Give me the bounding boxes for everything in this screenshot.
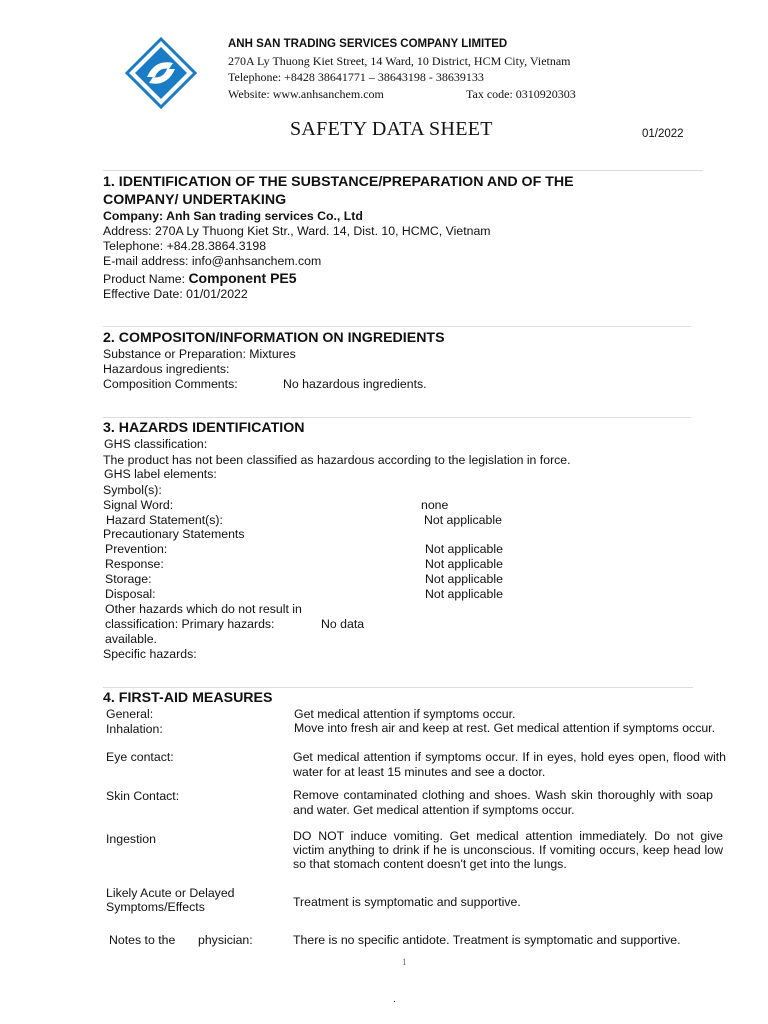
company-website: Website: www.anhsanchem.com bbox=[228, 87, 384, 101]
section1-heading: 1. IDENTIFICATION OF THE SUBSTANCE/PREPARATION AND OF THE bbox=[103, 174, 574, 190]
document-title: SAFETY DATA SHEET bbox=[290, 118, 493, 140]
section1-heading-cont: COMPANY/ UNDERTAKING bbox=[103, 192, 287, 208]
notes-physician-label: Notes to the bbox=[109, 933, 176, 947]
address-line: Address: 270A Ly Thuong Kiet Str., Ward. 14, Dist. 10, HCMC, Vietnam bbox=[103, 224, 491, 238]
ingestion-label: Ingestion bbox=[106, 832, 156, 846]
section-divider bbox=[103, 170, 703, 171]
not-classified-text: The product has not been classified as hazardous according to the legislation in force. bbox=[103, 453, 571, 467]
acute-symptoms-value: Treatment is symptomatic and supportive. bbox=[293, 895, 521, 909]
precautionary-label: Precautionary Statements bbox=[103, 527, 245, 541]
notes-physician-value: There is no specific antidote. Treatment is symptomatic and supportive. bbox=[293, 933, 681, 947]
ghs-classification-label: GHS classification: bbox=[104, 437, 208, 451]
hazard-statements-value: Not applicable bbox=[424, 513, 502, 527]
section-divider bbox=[103, 687, 693, 688]
other-hazards-label: Other hazards which do not result in bbox=[105, 602, 302, 616]
company-name: ANH SAN TRADING SERVICES COMPANY LIMITED bbox=[228, 38, 508, 50]
storage-label: Storage: bbox=[105, 572, 152, 586]
email-line: E-mail address: info@anhsanchem.com bbox=[103, 254, 322, 268]
product-name-label: Product Name: bbox=[103, 272, 189, 286]
company-logo bbox=[125, 37, 197, 109]
symbols-label: Symbol(s): bbox=[103, 483, 162, 497]
acute-symptoms-label: Likely Acute or Delayed bbox=[106, 886, 235, 900]
disposal-value: Not applicable bbox=[425, 587, 503, 601]
company-line: Company: Anh San trading services Co., Ltd bbox=[103, 209, 363, 223]
substance-line: Substance or Preparation: Mixtures bbox=[103, 347, 296, 361]
ingestion-value: DO NOT induce vomiting. Get medical attention immediately. Do not give victim anything to drink if he is unconscious. If vomiting occurs, keep head low so that stomach content doesn't get into the lungs. bbox=[293, 829, 723, 871]
acute-symptoms-label-cont: Symptoms/Effects bbox=[106, 900, 205, 914]
prevention-value: Not applicable bbox=[425, 542, 503, 556]
skin-contact-value: Remove contaminated clothing and shoes. Wash skin thoroughly with soap and water. Get medical attention if symptoms occur. bbox=[293, 788, 713, 817]
eye-contact-value: Get medical attention if symptoms occur. If in eyes, hold eyes open, flood with water for at least 15 minutes and see a doctor. bbox=[293, 750, 726, 779]
section-divider bbox=[103, 326, 691, 327]
notes-physician-label-cont: physician: bbox=[198, 933, 253, 947]
disposal-label: Disposal: bbox=[105, 587, 156, 601]
general-value: Get medical attention if symptoms occur. bbox=[294, 707, 516, 721]
company-tax-code: Tax code: 0310920303 bbox=[466, 87, 576, 101]
footer-mark: . bbox=[393, 994, 396, 1005]
effective-date-line: Effective Date: 01/01/2022 bbox=[103, 287, 248, 301]
inhalation-value: Move into fresh air and keep at rest. Get medical attention if symptoms occur. bbox=[294, 721, 716, 735]
hazard-statements-label: Hazard Statement(s): bbox=[106, 513, 223, 527]
ghs-label-elements: GHS label elements: bbox=[104, 467, 217, 481]
section2-heading: 2. COMPOSITON/INFORMATION ON INGREDIENTS bbox=[103, 330, 445, 346]
prevention-label: Prevention: bbox=[105, 542, 168, 556]
inhalation-label: Inhalation: bbox=[106, 722, 163, 736]
section4-heading: 4. FIRST-AID MEASURES bbox=[103, 690, 273, 706]
storage-value: Not applicable bbox=[425, 572, 503, 586]
other-hazards-label-end: available. bbox=[105, 632, 157, 646]
response-label: Response: bbox=[105, 557, 164, 571]
page-number: 1 bbox=[402, 957, 407, 967]
other-hazards-value: No data bbox=[321, 617, 365, 631]
document-date: 01/2022 bbox=[642, 128, 684, 140]
general-label: General: bbox=[106, 707, 154, 721]
company-address: 270A Ly Thuong Kiet Street, 14 Ward, 10 District, HCM City, Vietnam bbox=[228, 54, 571, 68]
signal-word-label: Signal Word: bbox=[103, 498, 174, 512]
signal-word-value: none bbox=[421, 498, 449, 512]
response-value: Not applicable bbox=[425, 557, 503, 571]
other-hazards-label-cont: classification: Primary hazards: bbox=[105, 617, 275, 631]
skin-contact-label: Skin Contact: bbox=[106, 789, 180, 803]
specific-hazards-label: Specific hazards: bbox=[103, 647, 197, 661]
section-divider bbox=[103, 417, 691, 418]
composition-comments-label: Composition Comments: bbox=[103, 377, 238, 391]
telephone-line: Telephone: +84.28.3864.3198 bbox=[103, 239, 267, 253]
section3-heading: 3. HAZARDS IDENTIFICATION bbox=[103, 420, 305, 436]
product-name-value: Component PE5 bbox=[188, 270, 297, 286]
hazardous-ingredients-line: Hazardous ingredients: bbox=[103, 362, 230, 376]
eye-contact-label: Eye contact: bbox=[106, 750, 174, 764]
company-telephone: Telephone: +8428 38641771 – 38643198 - 38639133 bbox=[228, 70, 484, 84]
composition-comments-value: No hazardous ingredients. bbox=[283, 377, 427, 391]
product-name-line bbox=[103, 270, 297, 286]
